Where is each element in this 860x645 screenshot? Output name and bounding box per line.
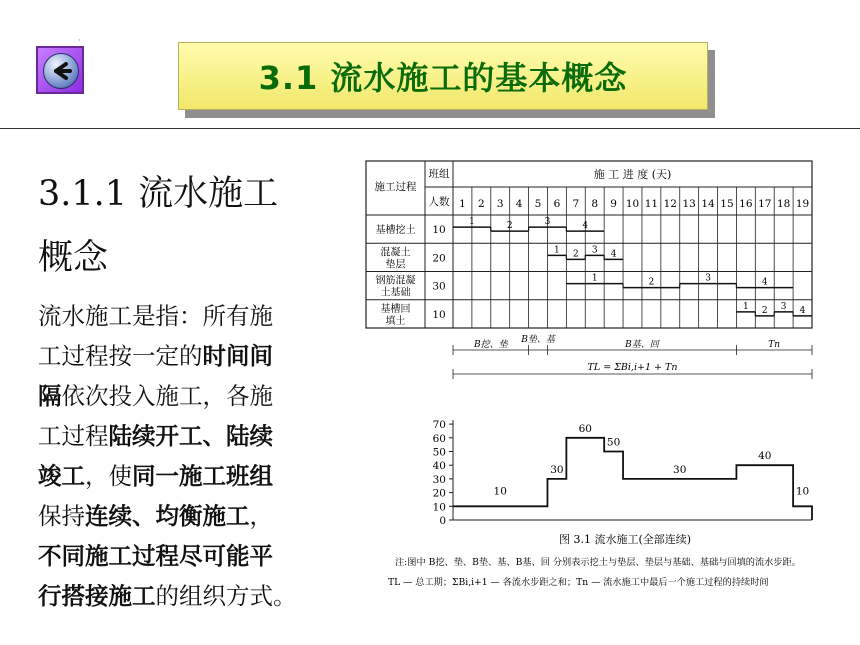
- segment-label: 4: [610, 249, 617, 260]
- process-name: 基槽回: [380, 303, 411, 315]
- day-label: 3: [496, 198, 504, 210]
- process-name: 基槽挖土: [375, 225, 416, 237]
- day-label: 13: [682, 198, 696, 210]
- team-size: 10: [432, 308, 446, 321]
- body-text: 工过程: [38, 422, 109, 450]
- total-duration-label: TL = ΣBi,i+1 + Tn: [587, 362, 678, 373]
- day-label: 9: [610, 198, 617, 210]
- table-header-process: 施工过程: [374, 181, 417, 193]
- segment-label: 4: [761, 277, 768, 288]
- step-b1-label: B挖、垫: [473, 340, 508, 350]
- table-header-team: 班组: [428, 168, 450, 180]
- table-header-people: 人数: [428, 196, 450, 208]
- figure-note: TL — 总工期；ΣBi,i+1 — 各流水步距之和；Tn — 流水施工中最后一个施工过程的持续时间: [388, 577, 769, 588]
- table-header-schedule: 施 工 进 度 (天): [593, 168, 672, 181]
- day-label: 8: [591, 198, 599, 210]
- segment-label: 1: [591, 273, 598, 284]
- emphasis-text: 时间间: [202, 342, 273, 370]
- data-label: 40: [758, 450, 772, 463]
- figure-note: 注:图中 B挖、垫、B垫、基、B基、回 分别表示挖土与垫层、垫层与基础、基础与回填的流水步距。: [395, 557, 801, 568]
- emphasis-text: 同一施工班组: [132, 462, 273, 490]
- day-label: 15: [720, 198, 734, 210]
- day-label: 12: [663, 198, 677, 210]
- emphasis-text: 连续、均衡施工: [85, 502, 250, 530]
- data-label: 60: [578, 422, 592, 435]
- day-label: 10: [625, 198, 640, 210]
- segment-label: 3: [705, 273, 711, 284]
- y-tick-label: 20: [432, 487, 446, 500]
- body-text: 的组织方式。: [155, 582, 297, 610]
- segment-label: 4: [799, 305, 806, 316]
- day-label: 6: [553, 198, 561, 210]
- tn-label: Tn: [768, 340, 781, 350]
- segment-label: 1: [554, 245, 560, 256]
- day-label: 18: [776, 198, 791, 210]
- y-tick-label: 70: [432, 419, 446, 432]
- body-text: 依次投入施工，各施: [61, 382, 273, 410]
- y-tick-label: 60: [432, 432, 446, 445]
- team-size: 30: [432, 280, 446, 293]
- day-label: 4: [515, 198, 523, 210]
- day-label: 19: [795, 198, 810, 210]
- process-name: 混凝土: [380, 247, 411, 259]
- emphasis-text: 隔: [38, 382, 62, 410]
- day-label: 7: [572, 198, 580, 210]
- body-text: 工过程按一定的: [38, 342, 203, 370]
- step-b2-label: B垫、基: [521, 335, 555, 345]
- data-label: 30: [550, 463, 564, 476]
- y-tick-label: 10: [432, 501, 446, 514]
- page-title: 3.1 流水施工的基本概念: [258, 59, 628, 97]
- data-label: 10: [493, 485, 507, 498]
- section-heading-line1: 3.1.1 流水施工: [38, 174, 279, 214]
- dot-mark: ·: [78, 36, 81, 45]
- data-label: 50: [606, 436, 621, 449]
- data-label: 30: [673, 463, 687, 476]
- emphasis-text: 行搭接施工: [38, 582, 156, 610]
- figure-caption: 图 3.1 流水施工(全部连续): [558, 533, 692, 546]
- body-text: 流水施工是指：所有施: [38, 302, 273, 330]
- section-heading-line2: 概念: [38, 238, 109, 278]
- y-tick-label: 40: [432, 460, 446, 473]
- process-name: 填土: [385, 315, 406, 327]
- y-tick-label: 0: [439, 515, 446, 527]
- day-label: 2: [477, 198, 485, 210]
- segment-label: 2: [572, 249, 579, 260]
- day-label: 16: [739, 198, 753, 210]
- day-label: 14: [701, 198, 715, 210]
- process-name: 钢筋混凝: [375, 275, 416, 287]
- body-text: 保持: [38, 502, 85, 530]
- emphasis-text: 竣工: [38, 462, 85, 490]
- day-label: 5: [534, 198, 542, 210]
- process-name: 土基础: [380, 287, 411, 299]
- segment-label: 2: [648, 277, 655, 288]
- segment-label: 3: [591, 245, 598, 256]
- body-text: ，使: [85, 462, 132, 490]
- day-label: 11: [644, 198, 659, 210]
- body-text: ，: [249, 502, 273, 530]
- data-label: 10: [795, 485, 810, 498]
- emphasis-text: 陆续开工、陆续: [108, 422, 273, 450]
- segment-label: 4: [582, 221, 589, 232]
- segment-label: 2: [761, 305, 768, 316]
- team-size: 10: [432, 224, 446, 237]
- day-label: 17: [758, 198, 772, 210]
- step-b3-label: B基、回: [625, 340, 659, 350]
- emphasis-text: 不同施工过程尽可能平: [38, 542, 273, 570]
- segment-label: 1: [469, 217, 475, 228]
- team-size: 20: [432, 252, 446, 265]
- segment-label: 3: [780, 301, 787, 312]
- y-tick-label: 30: [432, 473, 446, 486]
- segment-label: 3: [544, 217, 551, 228]
- day-label: 1: [459, 198, 466, 210]
- process-name: 垫层: [385, 259, 406, 271]
- segment-label: 2: [506, 221, 513, 232]
- y-tick-label: 50: [432, 446, 446, 459]
- segment-label: 1: [743, 301, 749, 312]
